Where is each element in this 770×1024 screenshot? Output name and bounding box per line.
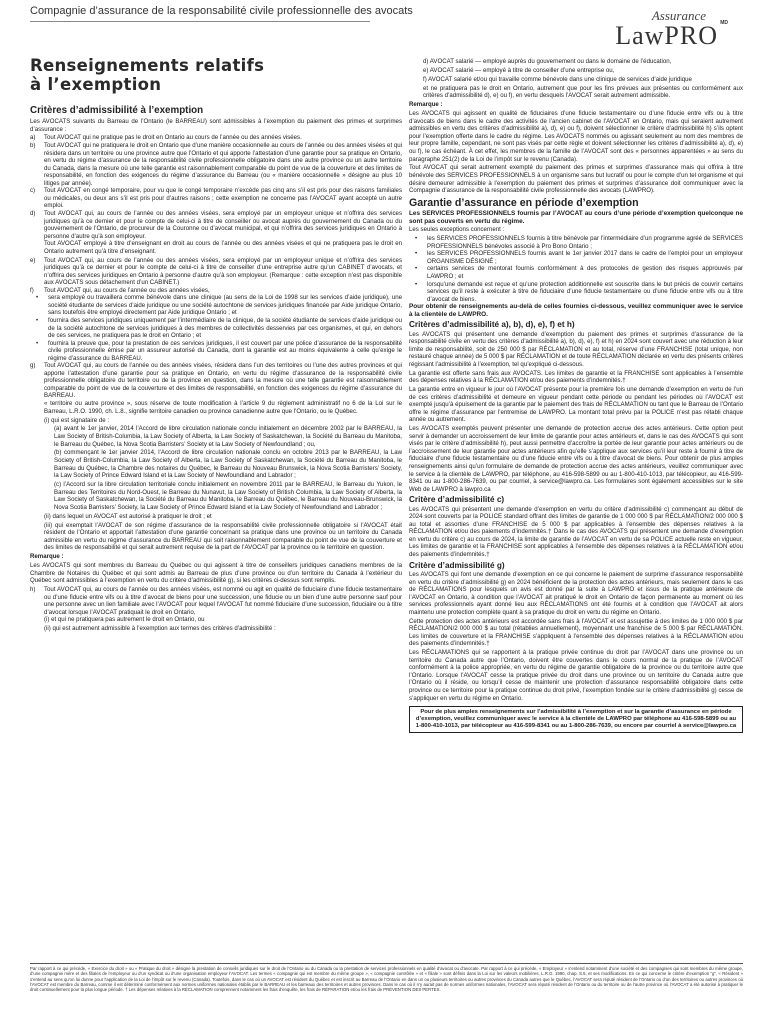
list-item: f) AVOCAT salarié et/ou qui travaille comme bénévole dans une clinique de services d’aide juridique xyxy=(423,75,692,83)
more-info-text: Pour obtenir de renseignements au-delà de celles fournies ci-dessous, veuillez communiquer avec le service à la clientèle de LAWPRO. xyxy=(409,303,743,318)
contact-info-box: Pour de plus amples renseignements sur l’admissibilité à l’exemption et sur la garantie d’assurance en période d’exemption, veuillez communiquer avec le service à la clientèle de LAWPRO par téléphone au 416-598-5899 ou au 1-800-410-1013, par télécopieur au 416-599-8341 ou au 1-800-286-7639, ou encore par courriel à service@lawpro.ca xyxy=(409,706,743,733)
criterion-d-continued: Tout AVOCAT employé à titre d’enseignant en droit au cours de l’année ou des années visées et qui ne pratiquera pas le droit en Ontario autrement qu’à titre d’enseignant. xyxy=(44,240,402,255)
criterion-label: g) xyxy=(30,362,36,370)
list-item-text: fournira des services juridiques uniquement par l’intermédiaire de la clinique, de la société étudiante de services d’aide juridique ou de la société autochtone de services juridiques à des membres de collectivités desservies par ces organismes, et qui, en dehors de ces services, ne pratiquera pas le droit en Ontario ; et xyxy=(48,317,402,340)
list-item xyxy=(409,235,743,250)
list-item-text: les SERVICES PROFESSIONNELS fournis avant le 1er janvier 2017 dans le cadre de l’emploi pour un employeur ORGANISME DÉSIGNÉ ; xyxy=(427,250,743,265)
bullet-icon: • xyxy=(415,250,418,258)
criterion-label: b) xyxy=(30,142,36,150)
page-title-line-1: Renseignements relatifs xyxy=(30,56,265,75)
criterion-g xyxy=(30,362,402,400)
criterion-a xyxy=(30,134,402,142)
bullet-icon: • xyxy=(415,280,418,288)
criterion-g-a: (a) avant le 1er janvier, 2014 l’Accord de libre circulation nationale conclu initialement en décembre 2002 par le BARREAU, la Law Society of British-Columbia, la Law Society of Alberta, la Law Society of Saskatchewan, la Société du Barreau du Manitoba, le Barreau du Québec, la Nova Scotia Barristers’ Society et la Law Society of Newfoundland ; ou, xyxy=(54,425,402,448)
list-item-text: les SERVICES PROFESSIONNELS fournis à titre bénévole par l’intermédiaire d’un programme agréé de SERVICES PROFESSIONNELS bénévoles associé à Pro Bono Ontario ; xyxy=(427,235,743,250)
intro-paragraph: Les AVOCATS suivants du Barreau de l’Ontario (le BARREAU) sont admissibles à l’exemption du paiement des primes et surprimes d’assurance : xyxy=(30,118,402,133)
list-item-text: sera employé ou travaillera comme bénévole dans une clinique (au sens de la Loi de 1998 sur les services d’aide juridique), une société étudiante de services d’aide juridique ou une société autochtone de services juridiques financée par Aide juridique Ontario, sans toutefois être employé directement par Aide juridique Ontario ; et xyxy=(48,294,402,317)
heading-criterion-c: Critère d’admissibilité c) xyxy=(409,495,505,505)
paragraph: Les AVOCATS qui présentent une demande d’exemption du paiement des primes et surprimes d’assurance de la responsabilité civile en vertu des critères d’admissibilité a), b), d), e), f) et h) en 2024 sont couvert avec une réduction à leur limite de responsabilité, soit de 250 000 $ par RÉCLAMATION et au total, réserve d’une FRANCHISE (total unique, non restauré chaque année) de 5 000 $ par RÉCLAMATION et de toute RÉCLAMATION déclarée en vertu des présents critères régissant l’admissibilité à l’exemption, tel qu’expliqué ci-dessous. xyxy=(409,330,743,368)
criterion-label: c) xyxy=(30,187,36,195)
bullet-icon: • xyxy=(415,235,418,243)
heading-coverage-exemption: Garantie d’assurance en période d’exemption xyxy=(409,196,639,209)
criterion-c xyxy=(30,187,402,210)
footnote: Par rapport à ce qui précède, « Exercice du droit » ou « Pratique du droit » désigne la prestation de conseils juridiques sur le droit de l’Ontario ou du Canada ou la prestation de services professionnels en qualité d’avocat ou d’avocate. Par rapport à ce qui précède, « Employeur » s’entend notamment d’une société et des compagnies qui sont membres du même groupe, d’une compagnie mère et des filiales de l’employeur ou d’un syndicat ou d’une organisation employeur l’AVOCAT. Les termes « compagnie qui est membre du même groupe », « compagnie contrôlée » et « filiale » sont définis dans la Loi sur les valeurs mobilières, L.R.O. 1990, chap. S.5, et ses modifications. En ce qui concerne le critère d’exemption “g”, « Résident » s’entend au sens qu’on lui donne pour l’application de la Loi de l’impôt sur le revenu (Canada). Toutefois, dans le cas où un AVOCAT est résident du Québec et est inscrit au Barreau de l’Ontario en dans un ou plusieurs territoires ou autres provinces du Canada autres que le Québec, l’AVOCAT sera réputé résident de l’Ontario ou d’un des territoires ou autres provinces où l’AVOCAT est membre du Barreau, comme il est déterminé conformément aux normes uniformes nationales établis par le BARREAU et les barreaux des territoires et autres provinces. Dans le cas où il n’y aurait pas de normes uniformes nationales, l’AVOCAT sera réputé résident de l’Ontario ou du territoire ou de l’autre province où l’AVOCAT a été autorisé à pratiquer le droit continuellement pour la plus longue période. † Les dépenses relatives à la RÉCLAMATION comprennent notamment les frais d’enquête, les frais de RÉPARATION et/ou les frais de PRÉVENTION DES PERTES. xyxy=(30,966,743,993)
criterion-b xyxy=(30,142,402,187)
criterion-label: a) xyxy=(30,134,36,142)
criterion-h xyxy=(30,586,402,616)
list-item: d) AVOCAT salarié — employé auprès du gouvernement ou dans le domaine de l’éducation, xyxy=(423,58,672,65)
criterion-text: Tout AVOCAT en congé temporaire, pour vu que le congé temporaire n’excède pas cinq ans s’il est pris pour des raisons familiales ou médicales, ou deux ans s’il est pris pour d’autres raisons ; cette exemption ne concerne pas l’AVOCAT ayant accepté un autre emploi. xyxy=(44,187,402,210)
criterion-label: h) xyxy=(30,586,36,594)
paragraph: Cette protection des actes antérieurs est accordée sans frais à l’AVOCAT et est assujettie à des limites de 1 000 000 $ par RÉCLAMATION/2 000 000 $ au total (rétablies annuellement), moyennant une franchise de 5 000 $ par RÉCLAMATION. Les limites de couverture et la FRANCHISE s’appliquent à l’ensemble des dépenses relatives à la RÉCLAMATION et/ou des paiements d’indemnités.† xyxy=(409,617,743,648)
criterion-text: Tout AVOCAT qui ne pratique pas le droit en Ontario au cours de l’année ou des années visées. xyxy=(44,134,302,142)
list-item xyxy=(409,281,743,304)
criterion-g-iii: (iii) qui exemptait l’AVOCAT de son régime d’assurance de la responsabilité civile professionnelle obligatoire si l’AVOCAT était résident de l’Ontario et apportait l’attestation d’une garantie concernant sa pratique dans une province ou un territoire du Canada admissible en vertu du régime d’assurance du BARREAU qui soit raisonnablement comparable du point de vue de la couverture et des limites de responsabilité et qui serait autrement requise de la part de l’AVOCAT par la province ou le territoire en question. xyxy=(44,521,402,552)
criterion-text: Tout AVOCAT qui, au cours de l’année ou des années visées, sera employé par un employeur unique et n’offrira des services juridiques qu’à ce dernier et pour le compte de celui-ci à titre de conseiller d’une entreprise autre qu’un CABINET d’avocats, et n’offrira des services juridiques en Ontario à personne d’autre qu’à son employeur. (Remarque : cette exception n’est pas disponible aux AVOCATS sous détachement d’un CABINET.) xyxy=(44,256,402,287)
criterion-d xyxy=(30,210,402,240)
criterion-label: e) xyxy=(30,256,36,264)
heading-criterion-g: Critère d’admissibilité g) xyxy=(409,560,505,570)
coverage-subheading: Les SERVICES PROFESSIONNELS fournis par l’AVOCAT au cours d’une période d’exemption quelconque ne sont pas couverts en vertu du régime. xyxy=(409,210,743,225)
note-text-2: Tout AVOCAT qui serait autrement exempté du paiement des primes et surprimes d’assurance mais qui offrira à titre bénévole des SERVICES PROFESSIONNELS à un organisme sans but lucratif ou pour le compte d’un tel organisme et qui désire demeurer admissible à l’exemption du paiement des primes et surprimes d’assurance doit communiquer avec la Compagnie d’assurance de la responsabilité civile professionnelle des avocats (LAWPRO). xyxy=(409,164,743,195)
criterion-h-continued: et ne pratiquera pas le droit en Ontario, autrement que pour les fins prévues aux présentes ou conformément aux critères d’admissibilité d), e) ou f), en vertu desquels l’AVOCAT serait autrement admissible. xyxy=(423,84,743,100)
note-text: Les AVOCATS qui agissent en qualité de fiduciaires d’une fiducie testamentaire ou d’une fiducie entre vifs ou à titre d’avocats de biens dans le cadre des activités de l’ancien cabinet de l’AVOCAT en Ontario, mais qui seraient autrement admissibles en vertu des critères d’admissibilité a), d), e) ou f), doivent sélectionner le critère d’admissibilité h) s’ils optent pour l’exemption offerte dans le cadre du régime. Les AVOCATS nommés ou agissant seulement au nom des membres de leur propre famille, cependant, ne sont pas visés par cette règle et doivent sélectionner les critères d’admissibilité a), d), e) ou f), le cas échéant. À cet effet, les membres de la famille de l’AVOCAT sont des « personnes apparentées » au sens du paragraphe 251(2) de la Loi de l’impôt sur le revenu (Canada). xyxy=(409,110,743,163)
list-item xyxy=(30,340,402,363)
criterion-label: d) xyxy=(30,209,36,217)
list-item xyxy=(30,317,402,340)
heading-criteria-abdefh: Critères d’admissibilité a), b), d), e), f) et h) xyxy=(409,320,575,330)
list-item-text: certains services de mentorat fournis conformément à des protocoles de gestion des risques approuvés par LAWPRO ; et xyxy=(427,265,743,281)
note-text: Les AVOCATS qui sont membres du Barreau du Québec ou qui agissent à titre de conseillers juridiques canadiens membres de la Chambre de Notaires du Québec et qui sont admis au Barreau de plus d’une province ou d’un territoire du Canada à l’extérieur du Québec sont admissibles à l’exemption en vertu du critère d’admissibilité g), si les critères ci-dessus sont remplis. xyxy=(30,562,402,585)
paragraph: La garantie entre en vigueur le jour où l’AVOCAT présente pour la première fois une demande d’exemption en vertu de l’un de ces critères d’admissibilité et demeure en vigueur pendant cette période ou pendant les périodes où l’AVOCAT est exempté jusqu’à épuisement de la garantie par le paiement des frais de RÉCLAMATION ou tant que le Barreau de l’Ontario offre le régime d’assurance par l’entremise de LAWPRO. La montant total prévu par la POLICE n’est pas rétabli chaque année ou autrement. xyxy=(409,386,743,424)
list-item-text: fournira la preuve que, pour la prestation de ces services juridiques, il est couvert par une police d’assurance de la responsabilité civile professionnelle émise par un assureur autorisé du Canada, dont la garantie est au moins équivalente à celle qu’exige le régime d’assurance du BARREAU. xyxy=(48,339,402,362)
note-heading: Remarque : xyxy=(30,553,64,561)
lawpro-logo xyxy=(578,8,728,54)
bullet-icon: • xyxy=(36,339,39,347)
criterion-g-i: (i) qui est signataire de : xyxy=(44,416,110,424)
criterion-g-ii: (ii) dans lequel un AVOCAT est autorisé à pratiquer le droit ; et xyxy=(44,512,212,520)
criterion-text: Tout AVOCAT qui ne pratiquera le droit en Ontario que d’une manière occasionnelle au cours de l’année ou des années visées et qui résidera dans un territoire ou une province autre que l’Ontario et qui apporte l’attestation d’une garantie pour sa pratique en Ontario, en vertu du régime d’assurance de la responsabilité civile professionnelle obligatoire dans une autre province ou un autre territoire du Canada, dans la mesure où une telle garantie est raisonnablement comparable du point de vue de la couverture et des limites de responsabilité, en fonction des exigences du régime d’assurance du Barreau (ou « manière occasionnelle » désigne au plus 10 litiges par année). xyxy=(44,142,402,187)
list-item xyxy=(409,250,743,265)
paragraph: Les AVOCATS qui présentent une demande d’exemption en vertu du critère d’admissibilité c) commençant au début de 2024 sont couverts par la POLICE standard offrant des limites de garantie de 1 000 000 $ par RÉCLAMATION/2 000 000 $ au total et assorties d’une FRANCHISE de 5 000 $ par applicables à l’ensemble des dépenses relatives à la RÉCLAMATION et/ou des paiements d’indemnités.† Dans le cas des AVOCATS qui présentent une demande d’exemption en vertu du critère c) au cours de 2024, la limite de garantie de l’AVOCAT en vertu de sa POLICE actuelle reste en vigueur. Les limites de garantie et la FRANCHISE sont applicables à l’ensemble des dépenses relatives à la RÉCLAMATION et/ou des paiements d’indemnités.† xyxy=(409,505,743,558)
logo-lawpro: LawPRO xyxy=(615,21,718,50)
right-column xyxy=(409,58,743,958)
exceptions-intro: Les seules exceptions concernent : xyxy=(409,226,505,234)
list-item xyxy=(409,265,743,280)
criterion-h-i: (i) et qui ne pratiquera pas autrement le droit en Ontario, ou xyxy=(44,616,205,624)
criterion-f xyxy=(30,287,402,295)
criterion-text: Tout AVOCAT qui, au cours de l’année ou des années visées, sera employé par un employeur unique et n’offrira des services juridiques qu’à ce dernier et pour le compte de celui-ci à titre de conseiller ou avocat auprès du gouvernement du Canada ou du gouvernement de l’Ontario, de procureur de la Couronne ou d’avocat municipal, et qui n’offrira des services juridiques en Ontario à personne d’autre qu’à son employeur. xyxy=(44,209,402,240)
list-item-text: lorsqu’une demande est reçue et qu’une protection additionnelle est souscrite dans le but précis de couvrir certains services qu’il reste à exécuter à titre de fiduciaire d’une fiducie testamentaire ou d’une fiducie entre vifs ou à titre d’avocat de biens. xyxy=(427,280,743,303)
logo-registered-mark: MD xyxy=(720,20,728,26)
bullet-icon: • xyxy=(415,265,418,273)
logo-assurance: Assurance xyxy=(651,8,706,23)
heading-eligibility-criteria: Critères d’admissibilité à l’exemption xyxy=(30,105,204,116)
bullet-icon: • xyxy=(36,317,39,324)
criterion-text: Tout AVOCAT qui, au cours de l’année ou des années visées, est nommé ou agit en qualité de fiduciaire d’une fiducie testamentaire ou d’une fiducie entre vifs ou à titre d’avocat de biens pour une succession, une fiducie ou un bien d’une autre personne sauf pour une personne avec un lien familiale avec l’AVOCAT pour lequel l’AVOCAT fut nommé fiduciaire d’une succession, fiduciaire ou à titre d’avocat lorsque l’AVOCAT pratiquait le droit en Ontario, xyxy=(44,586,402,616)
criterion-g-c: (c) l’Accord sur la libre circulation territoriale conclu initialement en novembre 2011 par le BARREAU, le Barreau du Yukon, le Barreau des Territoires du Nord-Ouest, le Barreau du Nunavut, la Law Society of British Columbia, la Law Society of Alberta, la Law Society of Saskatchewan, la Société du Barreau du Manitoba, le Barreau du Québec, le Barreau du Nouveau-Brunswick, la Nova Scotia Barristers’ Society, la Law Society of Prince Edward Island et la Law Society of Newfoundland and Labrador ; xyxy=(54,481,402,511)
page-title-line-2: à l’exemption xyxy=(30,75,162,94)
list-item: e) AVOCAT salarié — employé à titre de conseiller d’une entreprise ou, xyxy=(423,66,615,74)
header-rule xyxy=(30,21,370,22)
paragraph: Les RÉCLAMATIONS qui se rapportent à la pratique privée continue du droit par l’AVOCAT dans une province ou un territoire du Canada autre que l’Ontario, doivent être couvertes dans le cours normal de la pratique de l’AVOCAT conformément à la police appropriée, en vertu du régime de garantie obligatoire de la province ou du territoire autre que l’Ontario. Lorsque l’AVOCAT cesse la pratique privée du droit dans une province ou un territoire du Canada autre que l’Ontario où il réside, ou lorsqu’il cesse de maintenir une protection d’assurance responsabilité obligatoire dans cette province ou ce territoire pour la pratique continue du droit privé, l’exemption fondée sur le critère d’admissibilité g) cesse de s’appliquer en vertu du régime en Ontario. xyxy=(409,649,743,702)
bullet-icon: • xyxy=(36,294,39,302)
criterion-e xyxy=(30,257,402,287)
paragraph: Les AVOCATS qui font une demande d’exemption en ce qui concerne le paiement de surprime d’assurance responsabilité en vertu du critère d’admissibilité g) en 2024 bénéficient de la protection des actes antérieurs, mais seulement dans le cas de RÉCLAMATIONS pour lesquels un avis est donné par la suite à LAWPRO et issus de la pratique antérieure de l’AVOCAT en Ontario, à condition que l’AVOCAT ait pratiqué le droit en Ontario de façon permanente au moment où les services professionnels ayant donné lieu aux RÉCLAMATIONS ont été fournis et à condition que l’AVOCAT ait alors maintenu une protection complète quant à sa pratique du droit en vertu du régime en Ontario. xyxy=(409,571,743,616)
criterion-label: f) xyxy=(30,286,34,294)
criterion-text: Tout AVOCAT qui, au cours de l’année ou des années visées, xyxy=(44,286,210,294)
paragraph: Les AVOCATS exemptés peuvent présenter une demande de protection accrue des actes antérieurs. Cette option peut servir à demander un accroissement de leur limite de garantie pour actes antérieurs et, dans le cas des AVOCATS qui sont visés par le critère d’admissibilité h), peut aussi permettre d’accroître la portée de leur garantie pour actes antérieurs ou de l’accroissement de leur garantie pour actes antérieurs afin qu’elle s’applique aux services qu’il leur reste à fournir à titre de fiduciaire d’une fiducie testamentaire ou d’une fiducie entre vifs ou à titre d’avocat de biens. Pour obtenir de plus amples renseignements ainsi qu’un formulaire de demande de protection accrue des actes antérieurs, veuillez communiquer avec le service à la clientèle de LAWPRO, par téléphone, au 416-598-5899 ou au 1-800-410-1013, par télécopieur, au 416-599-8341 ou au 1-800-286-7639, ou par courriel, à service@lawpro.ca. Les formulaires sont également accessibles sur le site Web de LAWPRO à lawpro.ca xyxy=(409,425,743,493)
criterion-h-ii: (ii) qui est autrement admissible à l’exemption aux termes des critères d’admissibilité : xyxy=(44,625,276,633)
header-title: Compagnie d’assurance de la responsabilité civile professionnelle des avocats xyxy=(30,5,413,17)
left-column xyxy=(30,50,402,910)
criterion-g-definition: « territoire ou autre province », sous réserve de toute modification à l’article 9 du règlement administratif no 6 de la Loi sur le Barreau, L.R.O. 1990, ch. L.8., signifie territoire canadien ou province canadienne autre que l’Ontario, ou le Québec. xyxy=(44,400,402,415)
criterion-g-b: (b) commençant le 1er janvier 2014, l’Accord de libre circulation nationale conclu en octobre 2013 par le BARREAU, la Law Society of British-Columbia, la Law Society of Alberta, la Law Society of Saskatchewan, la Société du Barreau du Manitoba, le Barreau du Québec, la Chambre des notaires du Québec, le Barreau du Nouveau Brunswick, la Nova Scotia Barristers’ Society, la Law Society of Prince Edward Island et la Law Society of Newfoundland and Labrador ; xyxy=(54,449,402,480)
paragraph: La garantie est offerte sans frais aux AVOCATS. Les limites de garantie et la FRANCHISE sont applicables à l’ensemble des dépenses relatives à la RÉCLAMATION et/ou des paiements d’indemnités.† xyxy=(409,369,743,385)
footer-rule xyxy=(30,963,743,964)
note-heading: Remarque : xyxy=(409,101,443,109)
list-item xyxy=(30,294,402,317)
page-title xyxy=(30,56,402,94)
criterion-text: Tout AVOCAT qui, au cours de l’année ou des années visées, résidera dans l’un des territoires ou l’une des autres provinces et qui apporte l’attestation d’une garantie pour sa pratique en Ontario, en vertu du régime d’assurance de la responsabilité civile professionnelle obligatoire du territoire ou de la province en question, dans la mesure où une telle garantie est raisonnablement comparable du point de vue de la couverture et des limites de responsabilité, en fonction des exigences du régime d’assurance du BARREAU. xyxy=(44,362,402,400)
